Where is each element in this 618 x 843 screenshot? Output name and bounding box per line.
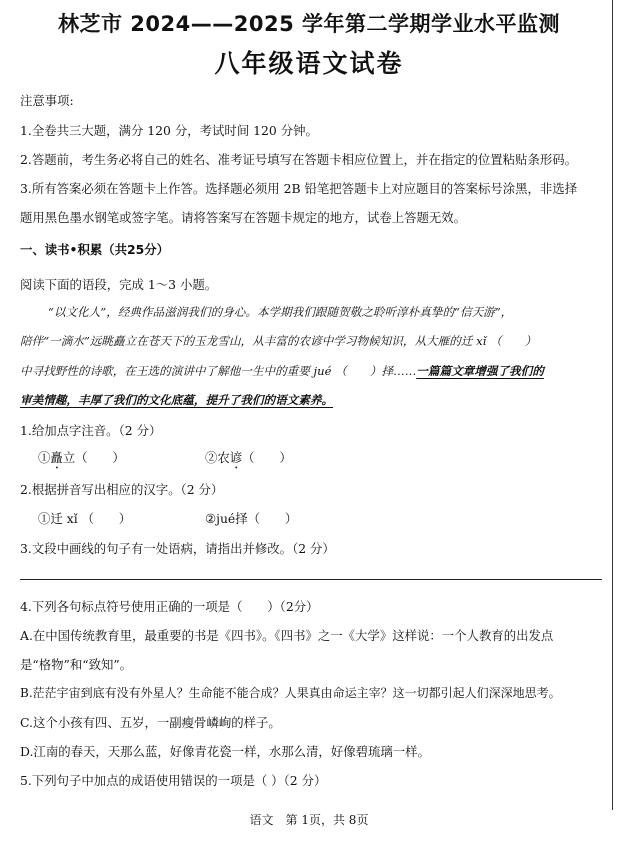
notice-item-2: 2.答题前，考生务必将自己的姓名、准考证号填写在答题卡相应位置上，并在指定的位置粘贴条形码。: [20, 152, 578, 167]
read-instruction: 阅读下面的语段，完成 1～3 小题。: [20, 277, 218, 292]
section1-heading: 一、读书•积累（共25分）: [20, 242, 170, 257]
notice-item-3a: 3.所有答案必须在答题卡上作答。选择题必须用 2B 铅笔把答题卡上对应题目的答案标号涂黑，非选择: [20, 181, 578, 196]
notice-heading: 注意事项:: [20, 93, 74, 108]
exam-title-line1: 林芝市 2024——2025 学年第二学期学业水平监测: [57, 12, 560, 36]
passage-line-3: [20, 363, 544, 379]
passage-line-3-plain: 中寻找野性的诗歌，在王选的演讲中了解他一生中的重要 jué （ ）择……: [20, 364, 417, 378]
question-4-option-d: D.江南的春天，天那么蓝，好像青花瓷一样，水那么清，好像碧琉璃一样。: [20, 744, 430, 759]
question-2-option-a: ①迁 xǐ （ ）: [38, 511, 132, 526]
passage-underlined-part1: 一篇篇文章增强了我们的: [416, 364, 544, 378]
question-2: 2.根据拼音写出相应的汉字。（2 分）: [20, 482, 224, 497]
question-4-option-a-line2: 是“格物”和“致知”。: [20, 657, 133, 672]
page-footer: 语文 第 1页，共 8页: [249, 813, 369, 827]
dotted-char-chu: 矗: [50, 450, 63, 465]
notice-item-1: 1.全卷共三大题，满分 120 分，考试时间 120 分钟。: [20, 123, 318, 138]
dotted-char-yan: 谚: [229, 450, 243, 465]
passage-line-1: “以文化人”，经典作品滋润我们的身心。本学期我们跟随贺敬之聆听淳朴真挚的“信天游”，: [48, 305, 513, 319]
question-4-option-b: B.茫茫宇宙到底有没有外星人？生命能不能合成？人果真由命运主宰？这一切都引起人们深深地思考。: [20, 686, 561, 700]
answer-line: [20, 579, 602, 580]
question-4-option-a-line1: A.在中国传统教育里，最重要的书是《四书》。《四书》之一《大学》这样说：一个人教育的出发点: [20, 628, 554, 643]
passage-underlined-part2: 审美情趣，丰厚了我们的文化底蕴，提升了我们的语文素养。: [20, 393, 334, 407]
question-5: 5.下列句子中加点的成语使用错误的一项是（ ）（2 分）: [20, 773, 327, 788]
question-3: 3.文段中画线的句子有一处语病，请指出并修改。（2 分）: [20, 541, 335, 556]
right-margin-line: [612, 0, 613, 810]
question-1-option-a: ①矗立（ ）: [38, 450, 125, 465]
question-1: 1.给加点字注音。（2 分）: [20, 423, 162, 438]
question-2-option-b: ②jué择（ ）: [205, 511, 298, 526]
question-1-option-b: ②农谚（ ）: [205, 450, 292, 465]
question-4: 4.下列各句标点符号使用正确的一项是（ ）（2分）: [20, 599, 319, 614]
notice-item-3b: 题用黑色墨水钢笔或签字笔。请将答案写在答题卡规定的地方，试卷上答题无效。: [20, 210, 467, 225]
exam-title-line2: 八年级语文试卷: [214, 49, 404, 78]
passage-line-2: 陪伴“一滴水”远眺矗立在苍天下的玉龙雪山，从丰富的农谚中学习物候知识，从大雁的迁 xǐ （ ）: [20, 334, 537, 348]
question-4-option-c: C.这个小孩有四、五岁，一副瘦骨嶙峋的样子。: [20, 715, 281, 730]
